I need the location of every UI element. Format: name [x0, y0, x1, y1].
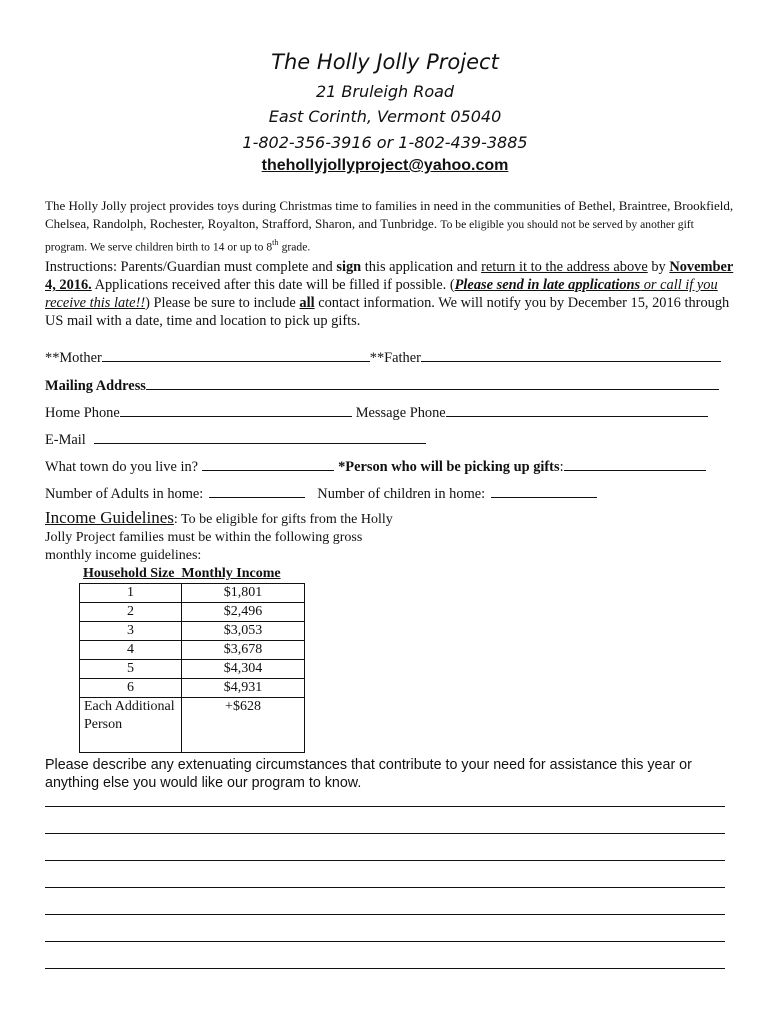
- children-label: Number of children in home:: [317, 486, 486, 502]
- phone-numbers: 1-802-356-3916 or 1-802-439-3885: [242, 133, 528, 152]
- table-row: [80, 641, 305, 660]
- town-label: What town do you live in?: [45, 459, 199, 475]
- instructions-text-5: ) Please be sure to include: [145, 295, 300, 311]
- page-title: The Holly Jolly Project: [271, 50, 499, 74]
- father-label: **Father: [369, 350, 421, 366]
- intro-eligibility-text: To be eligible you should not be served by another gift program. We serve children birth to 14 or up to 8: [45, 218, 694, 254]
- home-phone-label: Home Phone: [45, 405, 120, 421]
- answer-line[interactable]: [45, 860, 725, 861]
- instructions-paragraph: [45, 258, 735, 330]
- answer-line[interactable]: [45, 941, 725, 942]
- intro-end-text: grade.: [281, 240, 311, 254]
- instructions-return: return it to the address above: [481, 259, 648, 275]
- household-size-cell: 5: [80, 660, 182, 679]
- town-field[interactable]: [202, 457, 334, 471]
- instructions-text-1: Instructions: Parents/Guardian must complete and: [45, 259, 337, 275]
- adults-label: Number of Adults in home:: [45, 486, 204, 502]
- mother-field[interactable]: [102, 348, 370, 362]
- table-row: [80, 603, 305, 622]
- adults-field[interactable]: [209, 484, 305, 498]
- pickup-person-field[interactable]: [564, 457, 706, 471]
- answer-line[interactable]: [45, 968, 725, 969]
- income-guidelines-title: Income Guidelines: [45, 508, 174, 527]
- email-label: E-Mail: [45, 432, 86, 448]
- address-line-1: 21 Bruleigh Road: [315, 82, 455, 101]
- monthly-income-cell: $4,931: [182, 679, 305, 698]
- table-row: [80, 584, 305, 603]
- instructions-text-6: contact information. We will notify you by December 15, 2016 through US mail with a date, time and location to pick up gifts.: [45, 295, 730, 329]
- monthly-income-header: Monthly Income: [181, 566, 281, 581]
- message-phone-label: Message Phone: [355, 405, 446, 421]
- instructions-late: Please send in late applications: [454, 277, 641, 293]
- additional-person-cell: Each Additional Person: [80, 698, 182, 753]
- mailing-address-field[interactable]: [146, 376, 719, 390]
- household-size-cell: 2: [80, 603, 182, 622]
- income-guidelines-text: : To be eligible for gifts from the Holly Jolly Project families must be within the following gross monthly income guidelines:: [45, 512, 393, 563]
- monthly-income-cell: $3,053: [182, 622, 305, 641]
- town-row: [45, 457, 706, 476]
- income-table: [79, 583, 305, 753]
- answer-line[interactable]: [45, 914, 725, 915]
- mailing-row: [45, 376, 719, 395]
- intro-main-text: The Holly Jolly project provides toys during Christmas time to families in need in the communities of Bethel, Braintree, Brookfield, Chelsea, Randolph, Rochester, Royalton, Strafford, Sharon, and Tunbridge.: [45, 198, 734, 231]
- instructions-sign: sign: [336, 259, 362, 275]
- instructions-deadline: November 4, 2016.: [45, 259, 734, 293]
- contact-email-link[interactable]: thehollyjollyproject@yahoo.com: [261, 157, 509, 174]
- table-row: [80, 660, 305, 679]
- household-size-cell: 4: [80, 641, 182, 660]
- household-size-header: Household Size: [83, 566, 175, 581]
- circumstances-prompt: Please describe any extenuating circumstances that contribute to your need for assistance this year or anything else you would like our program to know.: [45, 757, 692, 791]
- mother-label: **Mother: [45, 350, 102, 366]
- household-size-cell: 6: [80, 679, 182, 698]
- table-row: [80, 622, 305, 641]
- instructions-text-2: this application and: [361, 259, 482, 275]
- email-row: [45, 430, 426, 449]
- instructions-text-4: Applications received after this date will be filled if possible. (: [91, 277, 455, 293]
- household-size-cell: 1: [80, 584, 182, 603]
- mailing-address-label: Mailing Address: [45, 378, 146, 394]
- table-row: [80, 679, 305, 698]
- father-field[interactable]: [421, 348, 721, 362]
- income-guidelines-intro: [45, 509, 405, 565]
- message-phone-field[interactable]: [446, 403, 708, 417]
- address-line-2: East Corinth, Vermont 05040: [268, 107, 502, 126]
- household-size-cell: 3: [80, 622, 182, 641]
- instructions-all: all: [299, 295, 315, 311]
- answer-line[interactable]: [45, 833, 725, 834]
- instructions-call: or call if you receive this late!!: [45, 277, 718, 311]
- pickup-person-label: *Person who will be picking up gifts: [338, 459, 560, 475]
- instructions-text-3: by: [647, 259, 670, 275]
- answer-line[interactable]: [45, 806, 725, 807]
- additional-income-cell: +$628: [182, 698, 305, 753]
- household-row: [45, 484, 597, 503]
- table-row: [80, 698, 305, 753]
- monthly-income-cell: $1,801: [182, 584, 305, 603]
- intro-paragraph: [45, 197, 735, 256]
- parents-row: [45, 348, 721, 367]
- phone-row: [45, 403, 708, 422]
- intro-superscript: th: [272, 238, 279, 247]
- income-table-header: [83, 566, 281, 582]
- answer-line[interactable]: [45, 887, 725, 888]
- children-field[interactable]: [491, 484, 597, 498]
- monthly-income-cell: $4,304: [182, 660, 305, 679]
- email-field[interactable]: [94, 430, 426, 444]
- monthly-income-cell: $3,678: [182, 641, 305, 660]
- monthly-income-cell: $2,496: [182, 603, 305, 622]
- home-phone-field[interactable]: [120, 403, 352, 417]
- pickup-colon: :: [559, 459, 564, 475]
